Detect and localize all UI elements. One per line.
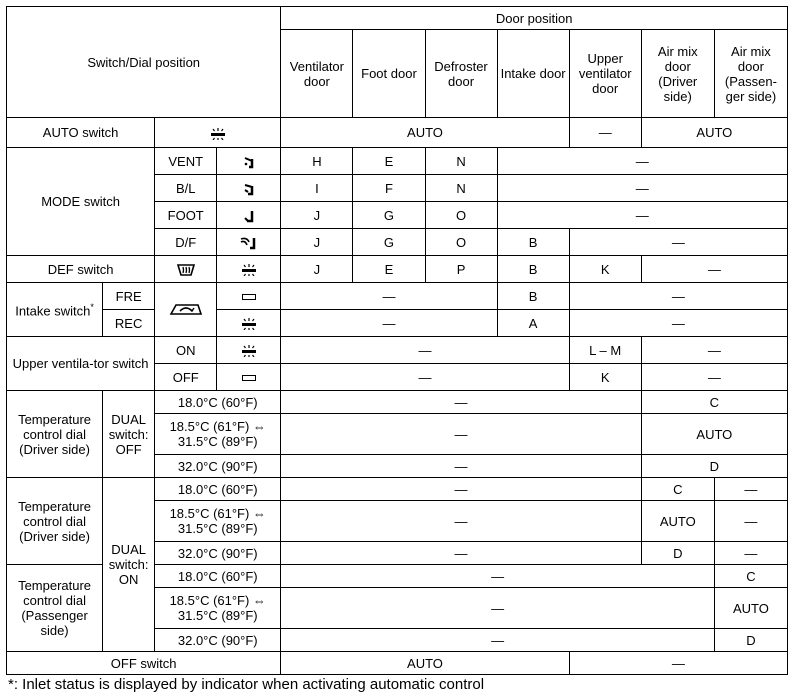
- temp-on-drv-row2-temp: 18.5°C (61°F) ⇔ 31.5°C (89°F): [155, 501, 281, 542]
- intake-fre-label: FRE: [103, 283, 155, 310]
- def-defroster: P: [425, 256, 497, 283]
- temp-dial-driver-dual-on-label: Temperature control dial (Driver side): [7, 478, 103, 565]
- upper-vent-on-rest: —: [641, 337, 787, 364]
- off-switch-doors-value: AUTO: [281, 652, 569, 675]
- temp-off-row2-air: AUTO: [641, 414, 787, 455]
- temp-dial-passenger-label: Temperature control dial (Passenger side): [7, 565, 103, 652]
- intake-fre-rest: —: [569, 283, 787, 310]
- intake-rec-rest: —: [569, 310, 787, 337]
- temp-on-drv-row1-driver: C: [641, 478, 714, 501]
- temp-off-row1-temp: 18.0°C (60°F): [155, 391, 281, 414]
- mode-vent-foot: E: [353, 148, 425, 175]
- mode-df-label: D/F: [155, 229, 217, 256]
- upper-vent-on-upper: L – M: [569, 337, 641, 364]
- upper-ventilator-door-header: Upper ventilator door: [569, 30, 641, 118]
- upper-vent-off-label: OFF: [155, 364, 217, 391]
- def-intake: B: [497, 256, 569, 283]
- temp-on-pass-row1-pass: C: [714, 565, 787, 588]
- air-mix-passenger-header: Air mix door (Passen-ger side): [714, 30, 787, 118]
- ventilator-door-header: Ventilator door: [281, 30, 353, 118]
- upper-vent-on-label: ON: [155, 337, 217, 364]
- temp-on-pass-row3-pass: D: [714, 629, 787, 652]
- temp-on-pass-row2-dash: —: [281, 588, 714, 629]
- intake-rec-dash: —: [281, 310, 497, 337]
- temp-on-drv-row3-dash: —: [281, 542, 641, 565]
- mode-bl-label: B/L: [155, 175, 217, 202]
- mode-bl-foot: F: [353, 175, 425, 202]
- dual-switch-on-label: DUAL switch: ON: [103, 478, 155, 652]
- mode-bl-rest: —: [497, 175, 787, 202]
- temp-off-row3-temp: 32.0°C (90°F): [155, 455, 281, 478]
- def-airmix: —: [641, 256, 787, 283]
- def-upper: K: [569, 256, 641, 283]
- mode-df-defroster: O: [425, 229, 497, 256]
- upper-vent-on-indicator-icon: [217, 337, 281, 364]
- dual-switch-off-label: DUAL switch: OFF: [103, 391, 155, 478]
- temp-on-pass-row1-temp: 18.0°C (60°F): [155, 565, 281, 588]
- temp-off-row3-air: D: [641, 455, 787, 478]
- auto-switch-upper-value: —: [569, 118, 641, 148]
- temp-on-drv-row2-driver: AUTO: [641, 501, 714, 542]
- upper-vent-on-dash: —: [281, 337, 569, 364]
- intake-rec-intake: A: [497, 310, 569, 337]
- footnote: *: Inlet status is displayed by indicator when activating automatic control: [8, 676, 485, 693]
- temp-on-drv-row1-temp: 18.0°C (60°F): [155, 478, 281, 501]
- temp-off-row1-dash: —: [281, 391, 641, 414]
- bilevel-mode-icon: [217, 175, 281, 202]
- air-mix-driver-header: Air mix door (Driver side): [641, 30, 714, 118]
- intake-fre-intake: B: [497, 283, 569, 310]
- defroster-door-header: Defroster door: [425, 30, 497, 118]
- mode-df-intake: B: [497, 229, 569, 256]
- upper-vent-switch-label: Upper ventila-tor switch: [7, 337, 155, 391]
- upper-vent-off-rest: —: [641, 364, 787, 391]
- temp-on-drv-row2-pass: —: [714, 501, 787, 542]
- foot-mode-icon: [217, 202, 281, 229]
- intake-rec-label: REC: [103, 310, 155, 337]
- auto-indicator-icon: [155, 118, 281, 148]
- mode-foot-defroster: O: [425, 202, 497, 229]
- recirculation-icon: [155, 283, 217, 337]
- temp-on-pass-row2-pass: AUTO: [714, 588, 787, 629]
- def-foot: E: [353, 256, 425, 283]
- upper-vent-off-upper: K: [569, 364, 641, 391]
- upper-vent-off-dash: —: [281, 364, 569, 391]
- temp-on-drv-row2-dash: —: [281, 501, 641, 542]
- vent-mode-icon: [217, 148, 281, 175]
- mode-vent-label: VENT: [155, 148, 217, 175]
- def-auto-indicator-icon: [217, 256, 281, 283]
- temp-on-drv-row3-driver: D: [641, 542, 714, 565]
- off-switch-rest-value: —: [569, 652, 787, 675]
- auto-switch-label: AUTO switch: [7, 118, 155, 148]
- mode-df-foot: G: [353, 229, 425, 256]
- intake-fre-dash: —: [281, 283, 497, 310]
- mode-vent-rest: —: [497, 148, 787, 175]
- temp-off-row2-temp: 18.5°C (61°F) ⇔ 31.5°C (89°F): [155, 414, 281, 455]
- fre-indicator-off-icon: [217, 283, 281, 310]
- temp-off-row2-dash: —: [281, 414, 641, 455]
- upper-vent-off-indicator-icon: [217, 364, 281, 391]
- mode-vent-defroster: N: [425, 148, 497, 175]
- rec-indicator-on-icon: [217, 310, 281, 337]
- mode-foot-label: FOOT: [155, 202, 217, 229]
- mode-bl-defroster: N: [425, 175, 497, 202]
- temp-dial-driver-dual-off-label: Temperature control dial (Driver side): [7, 391, 103, 478]
- temp-off-row1-air: C: [641, 391, 787, 414]
- off-switch-label: OFF switch: [7, 652, 281, 675]
- temp-on-pass-row3-temp: 32.0°C (90°F): [155, 629, 281, 652]
- switch-dial-position-header: Switch/Dial position: [7, 7, 281, 118]
- mode-foot-foot: G: [353, 202, 425, 229]
- intake-switch-label: Intake switch*: [7, 283, 103, 337]
- mode-vent-ventilator: H: [281, 148, 353, 175]
- temp-on-drv-row3-pass: —: [714, 542, 787, 565]
- def-switch-label: DEF switch: [7, 256, 155, 283]
- intake-door-header: Intake door: [497, 30, 569, 118]
- door-position-header: Door position: [281, 7, 788, 30]
- door-position-table: [6, 6, 788, 675]
- temp-on-drv-row1-pass: —: [714, 478, 787, 501]
- temp-on-pass-row1-dash: —: [281, 565, 714, 588]
- auto-switch-airmix-value: AUTO: [641, 118, 787, 148]
- temp-on-pass-row3-dash: —: [281, 629, 714, 652]
- def-ventilator: J: [281, 256, 353, 283]
- mode-foot-rest: —: [497, 202, 787, 229]
- mode-df-rest: —: [569, 229, 787, 256]
- defroster-icon: [155, 256, 217, 283]
- mode-switch-label: MODE switch: [7, 148, 155, 256]
- temp-off-row3-dash: —: [281, 455, 641, 478]
- defrost-foot-mode-icon: [217, 229, 281, 256]
- temp-on-drv-row3-temp: 32.0°C (90°F): [155, 542, 281, 565]
- auto-switch-doors-value: AUTO: [281, 118, 569, 148]
- mode-bl-ventilator: I: [281, 175, 353, 202]
- temp-on-pass-row2-temp: 18.5°C (61°F) ⇔ 31.5°C (89°F): [155, 588, 281, 629]
- mode-foot-ventilator: J: [281, 202, 353, 229]
- foot-door-header: Foot door: [353, 30, 425, 118]
- temp-on-drv-row1-dash: —: [281, 478, 641, 501]
- mode-df-ventilator: J: [281, 229, 353, 256]
